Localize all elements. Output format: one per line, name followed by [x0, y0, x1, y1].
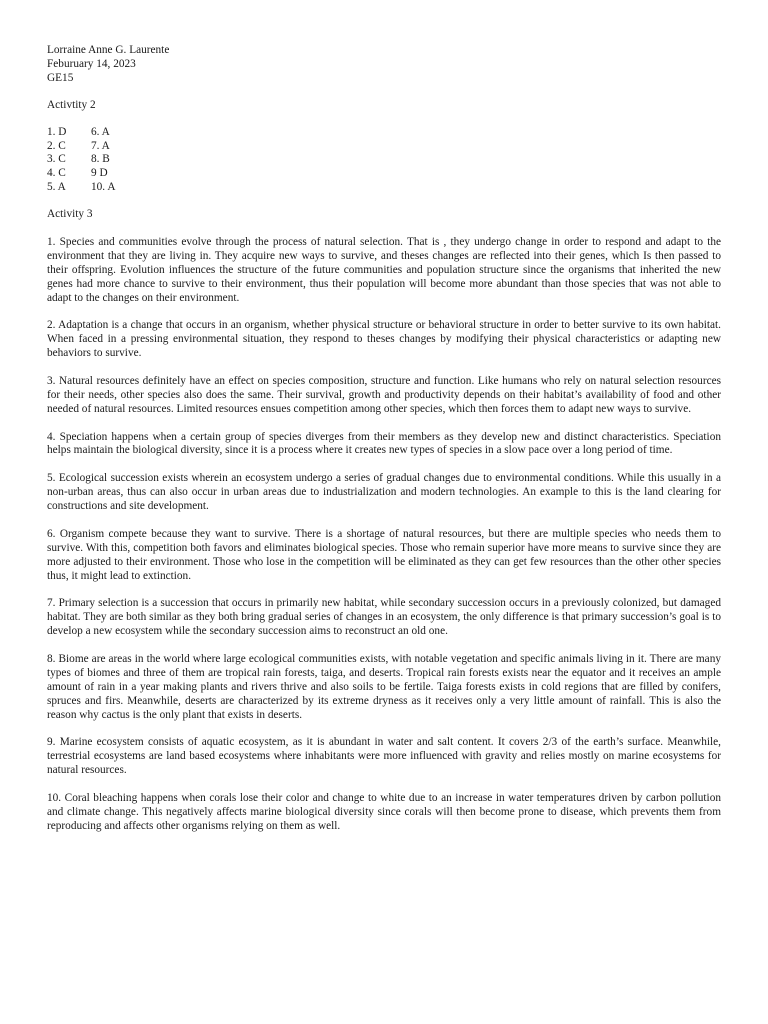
answer-item: 10. A — [91, 181, 116, 194]
activity2-answer-grid — [47, 126, 721, 195]
answer-paragraph-2: 2. Adaptation is a change that occurs in an organism, whether physical structure or behavioral structure in order to better survive to its own habitat. When faced in a pressing environmental situation, they respond to theses changes by modifying their physical characteristics or adapting new behaviors to survive. — [47, 319, 721, 360]
document-page — [47, 44, 721, 834]
answer-item: 7. A — [91, 139, 110, 152]
answer-item: 6. A — [91, 125, 110, 138]
document-date: Feburuary 14, 2023 — [47, 57, 136, 70]
activity3-title: Activity 3 — [47, 208, 93, 221]
answer-item: 8. B — [91, 153, 110, 166]
answer-item: 9 D — [91, 167, 108, 180]
answer-item: 4. C — [47, 167, 66, 180]
answer-item: 3. C — [47, 153, 66, 166]
answer-item: 1. D — [47, 125, 67, 138]
activity2-title: Activtity 2 — [47, 98, 96, 111]
answer-paragraph-5: 5. Ecological succession exists wherein an ecosystem undergo a series of gradual changes due to environmental conditions. While this usually in a non-urban areas, thus can also occur in urban areas due to industrialization and modern technologies. An example to this is the land clearing for constructions and site development. — [47, 472, 721, 513]
answer-paragraph-4: 4. Speciation happens when a certain group of species diverges from their members as they develop new and distinct characteristics. Speciation helps maintain the biological diversity, since it is a process where it creates new types of species in a slow pace over a long period of time. — [47, 430, 721, 457]
answer-paragraph-8: 8. Biome are areas in the world where large ecological communities exists, with notable vegetation and specific animals living in it. There are many types of biomes and three of them are tropical rain forests, taiga, and deserts. Tropical rain forests exists near the equator and it receives an ample amount of rain in a year making plants and rivers thrive and also soils to be fertile. Taiga forests exists in cold regions that are filled by conifers, spruces and firs. Meanwhile, deserts are characterized by its extreme dryness as it receives only a very little amount of rainfall. This is also the reason why cactus is the only plant that exists in deserts. — [47, 652, 721, 721]
answer-paragraph-10: 10. Coral bleaching happens when corals lose their color and change to white due to an increase in water temperatures driven by carbon pollution and climate change. This negatively affects marine biological diversity since corals will then become prone to disease, which prevents them from reproducing and affects other organisms relying on them as well. — [47, 791, 721, 832]
answer-paragraph-1: 1. Species and communities evolve through the process of natural selection. That is , they undergo change in order to respond and adapt to the environment that they are living in. They acquire new ways to survive, and theses changes are reflected into their genes, which Is then passed to their offspring. Evolution influences the structure of the future communities and population structure since the organisms that inherited the new genes had more chance to survive to their environment, thus their population will become more abundant than those species that was not able to adapt to the changes on their environment. — [47, 235, 721, 304]
answer-item: 5. A — [47, 181, 66, 194]
answer-item: 2. C — [47, 139, 66, 152]
course-code: GE15 — [47, 71, 74, 84]
answer-paragraph-7: 7. Primary selection is a succession that occurs in primarily new habitat, while secondary succession occurs in a previously colonized, but damaged habitat. They are both similar as they both bring gradual series of changes in an ecosystem, the only difference is that primary succession’s goal is to develop a new ecosystem while the secondary succession aims to reconstruct an old one. — [47, 597, 721, 638]
answer-paragraph-6: 6. Organism compete because they want to survive. There is a shortage of natural resources, but there are multiple species who needs them to survive. With this, competition both favors and eliminates biological species. Those who remain superior have more means to survive since they are more adjusted to their environment. Those who lose in the competition will be eliminated as they can get few resources than the other other species thus, it might lead to extinction. — [47, 527, 721, 582]
answer-paragraph-3: 3. Natural resources definitely have an effect on species composition, structure and function. Like humans who rely on natural selection resources for their needs, other species also does the same. Their survival, growth and productivity depends on their habitat’s availability of food and other needed of natural resources. Limited resources ensues competition among other species, which then forces them to adapt new ways to survive. — [47, 374, 721, 415]
answer-paragraph-9: 9. Marine ecosystem consists of aquatic ecosystem, as it is abundant in water and salt content. It covers 2/3 of the earth’s surface. Meanwhile, terrestrial ecosystems are land based ecosystems where inhabitants were more influenced with gravity and relies mostly on marine ecosystems for natural resources. — [47, 736, 721, 777]
author-name: Lorraine Anne G. Laurente — [47, 44, 170, 56]
